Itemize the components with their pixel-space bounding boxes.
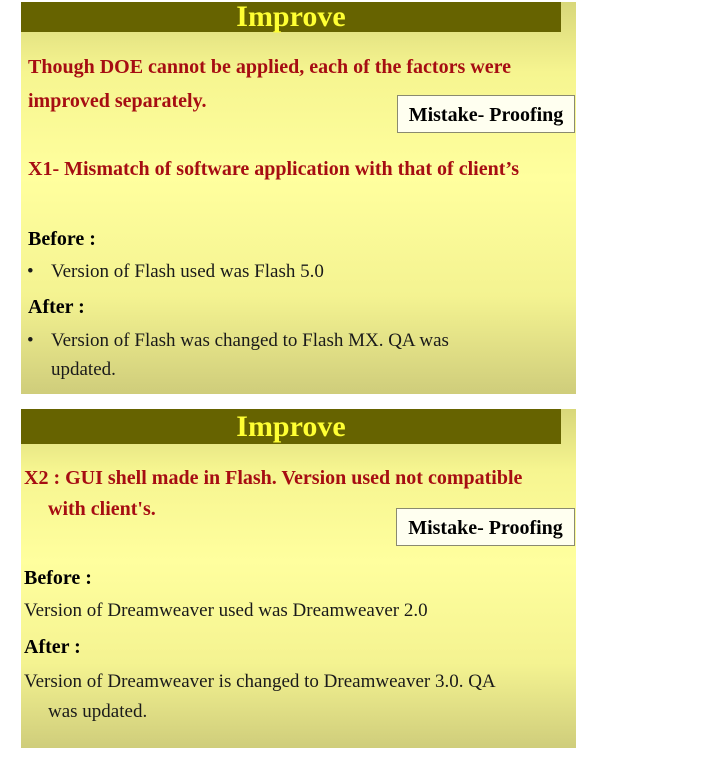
- slide-1-after-label: After :: [28, 296, 85, 318]
- slide-2-after-label: After :: [24, 636, 81, 658]
- slide-1-title: Improve: [21, 2, 561, 32]
- slide-2-before-text: Version of Dreamweaver used was Dreamweaver 2.0: [24, 600, 428, 621]
- slide-1-after-text-line-2: updated.: [51, 359, 116, 380]
- slide-1-before-label: Before :: [28, 228, 96, 250]
- slide-1: [21, 2, 576, 394]
- slide-1-intro-line-2: improved separately.: [28, 90, 207, 112]
- slide-1-after-text-line-1: Version of Flash was changed to Flash MX. QA was: [51, 330, 449, 351]
- slide-2-after-text-line-2: was updated.: [48, 701, 148, 722]
- bullet-icon: •: [27, 330, 34, 351]
- slide-1-before-text: Version of Flash used was Flash 5.0: [51, 261, 324, 282]
- slide-1-intro-line-1: Though DOE cannot be applied, each of the factors were: [28, 56, 511, 78]
- mistake-proofing-badge: Mistake- Proofing: [397, 95, 575, 133]
- bullet-icon: •: [27, 261, 34, 282]
- slide-2-factor-line-1: X2 : GUI shell made in Flash. Version used not compatible: [24, 467, 523, 489]
- slide-2-title: Improve: [21, 409, 561, 444]
- slide-2-factor-line-2: with client's.: [48, 498, 156, 520]
- slide-2: [21, 409, 576, 748]
- slide-2-before-label: Before :: [24, 567, 92, 589]
- mistake-proofing-badge: Mistake- Proofing: [396, 508, 575, 546]
- slide-2-after-text-line-1: Version of Dreamweaver is changed to Dreamweaver 3.0. QA: [24, 671, 496, 692]
- slide-1-factor: X1- Mismatch of software application with that of client’s: [28, 158, 520, 180]
